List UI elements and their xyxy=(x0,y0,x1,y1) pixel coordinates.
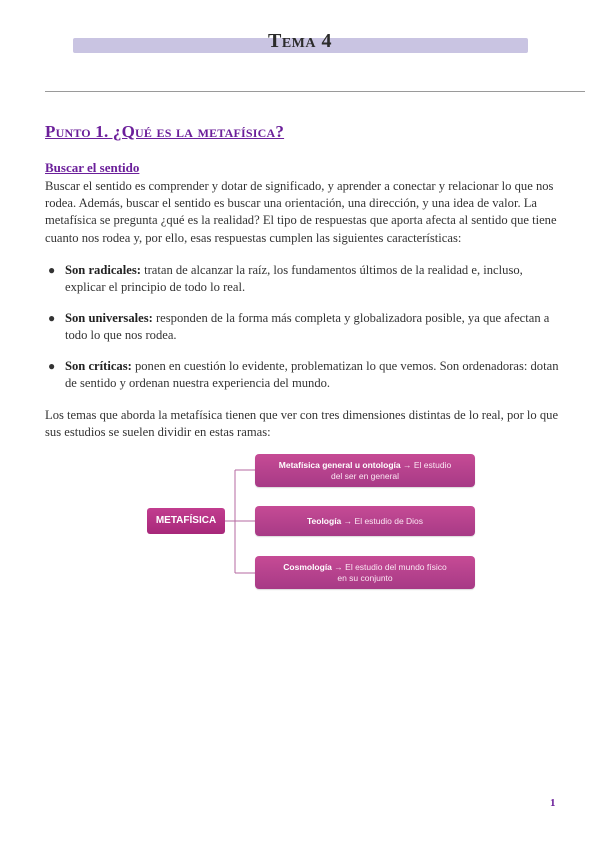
bullet-term: Son universales: xyxy=(65,311,153,325)
bullet-dot-icon: ● xyxy=(48,263,56,277)
branch-desc: → El estudio del mundo físico xyxy=(331,562,447,572)
branch-desc: → El estudio de Dios xyxy=(341,516,424,526)
bullet-text: ponen en cuestión lo evidente, problematizan lo que vemos. Son ordenadoras: dotan de sentido y ordenan nuestra experiencia del mundo. xyxy=(65,359,559,391)
bullet-term: Son radicales: xyxy=(65,263,141,277)
bullet-text: responden de la forma más completa y globalizadora posible, ya que afectan a todo lo que nos rodea. xyxy=(65,311,550,343)
bullet-dot-icon: ● xyxy=(48,359,56,373)
branch-name: Metafísica general u ontología xyxy=(278,460,401,470)
title-divider xyxy=(45,91,585,92)
section-heading: Punto 1. ¿Qué es la metafísica? xyxy=(45,122,285,141)
bullet-term: Son críticas: xyxy=(65,359,132,373)
branch-desc-line2: en su conjunto xyxy=(337,573,393,583)
branch-desc: → El estudio xyxy=(400,460,452,470)
intro-paragraph: Buscar el sentido es comprender y dotar de significado, y aprender a conectar y relacionar lo que nos rodea. Además, buscar el sentido es buscar una orientación, una dirección, y una idea de valor. La metafísica se pregunta ¿qué es la realidad? El tipo de respuestas que aporta afecta al sentido que tiene cuanto nos rodea y, por ello, esas respuestas cumplen las siguientes características: xyxy=(45,179,557,245)
diagram-branch-cosmologia xyxy=(255,556,475,589)
branch-name: Teología xyxy=(306,516,342,526)
branch-name: Cosmología xyxy=(283,562,332,572)
subheading: Buscar el sentido xyxy=(45,160,140,175)
diagram-root-node: METAFÍSICA xyxy=(147,508,225,534)
page-title: Tema 4 xyxy=(267,30,332,52)
bullet-text: tratan de alcanzar la raíz, los fundamentos últimos de la realidad e, incluso, explicar el principio de todo lo real. xyxy=(65,263,523,295)
metaphysics-branches-diagram xyxy=(125,446,485,598)
diagram-branch-ontologia xyxy=(255,454,475,487)
diagram-branch-teologia xyxy=(255,506,475,536)
page-number: 1 xyxy=(550,797,556,809)
branch-desc-line2: del ser en general xyxy=(330,471,400,481)
bullet-dot-icon: ● xyxy=(48,311,56,325)
closing-paragraph: Los temas que aborda la metafísica tienen que ver con tres dimensiones distintas de lo real, por lo que sus estudios se suelen dividir en estas ramas: xyxy=(45,408,559,440)
